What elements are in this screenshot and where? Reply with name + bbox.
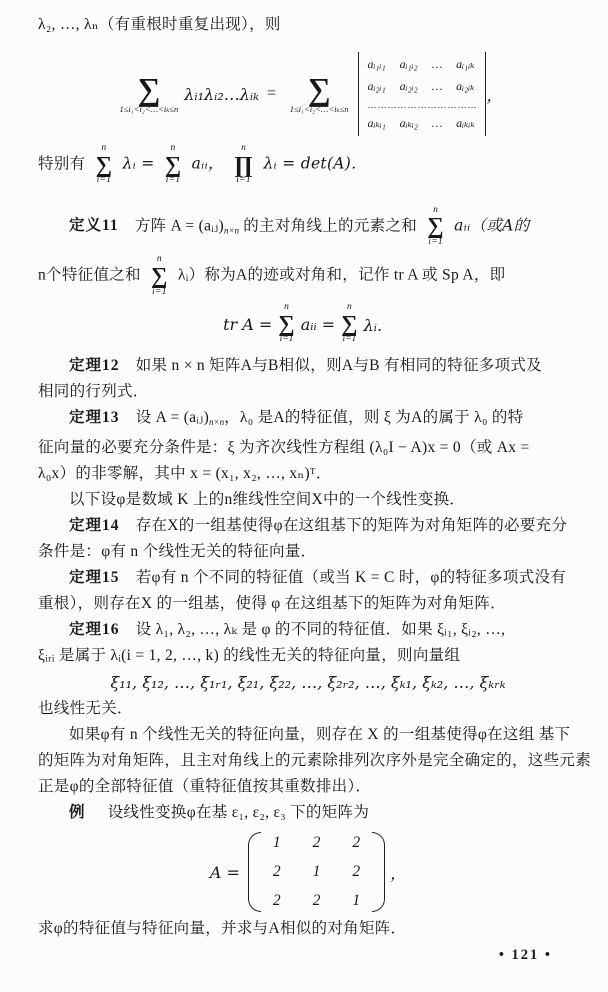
sum-lower-limit: i=1 xyxy=(279,334,294,345)
matrix-cell: 2 xyxy=(272,892,281,910)
vector-group-formula xyxy=(38,673,578,692)
vector-group-tail-line xyxy=(38,696,578,722)
trace-eq-mid: aᵢᵢ = xyxy=(300,314,336,334)
det-cell: aᵢ₂ᵢ₁ xyxy=(367,79,386,93)
sigma-glyph: ∑ xyxy=(151,262,168,288)
det-cell: aᵢ₂ᵢₖ xyxy=(456,79,475,93)
det-cell: … xyxy=(431,116,443,130)
matrix-a xyxy=(261,831,372,913)
det-cell: aᵢₖᵢₖ xyxy=(456,116,475,130)
vector-group-tail: 也线性无关． xyxy=(38,700,133,718)
theorem-12-line-2 xyxy=(38,379,578,405)
right-parenthesis xyxy=(372,832,385,912)
intro-text: λ₂, …, λₙ（有重根时重复出现），则 xyxy=(38,16,281,33)
theorem-16-line-1 xyxy=(38,617,578,643)
def11-text-b: 的主对角线上的元素之和 xyxy=(243,217,418,235)
det-cell: aᵢ₁ᵢₖ xyxy=(456,57,475,71)
setting-text: 以下设φ是数域 K 上的n维线性空间X中的一个线性变换． xyxy=(69,491,466,509)
sum-operator xyxy=(151,255,168,297)
example-outro-line xyxy=(38,916,578,942)
theorem-13-label: 定理13 xyxy=(69,409,120,427)
example-outro-text: 求φ的特征值与特征向量，并求与A相似的对角矩阵． xyxy=(38,920,407,938)
matrix-lhs: A = xyxy=(209,862,240,882)
example-label: 例 xyxy=(69,804,86,822)
definition-11-line-2 xyxy=(38,255,578,297)
det-cell: aᵢₖᵢ₂ xyxy=(399,116,418,130)
sum-operator xyxy=(96,144,113,186)
trace-eq-rhs: λᵢ． xyxy=(363,315,393,335)
matrix-cell: 2 xyxy=(272,863,281,881)
equals-sign: = xyxy=(265,85,277,102)
matrix-cell: 2 xyxy=(312,892,321,910)
matrix-size-subscript: n×n xyxy=(209,417,225,428)
theorem-16-label: 定理16 xyxy=(69,621,120,639)
prod-upper-limit: n xyxy=(241,143,247,153)
sigma-glyph: ∑ xyxy=(95,151,113,177)
matrix-cell: 1 xyxy=(352,892,361,910)
thm15-text: 重根），则存在X 的一组基，使得 φ 在这组基下的矩阵为对角矩阵． xyxy=(38,595,506,613)
theorem-16-line-2 xyxy=(38,643,578,669)
trace-product-line xyxy=(38,144,578,186)
theorem-12-label: 定理12 xyxy=(69,357,120,375)
theorem-15-line-1 xyxy=(38,565,578,591)
sum-upper-limit: n xyxy=(433,204,439,215)
theorem-13-line-2 xyxy=(38,435,578,461)
theorem-13-line-3 xyxy=(38,461,578,487)
sum-lower-limit: i=1 xyxy=(96,175,112,186)
det-cell: aᵢ₂ᵢ₂ xyxy=(399,79,418,93)
thm16-text: 设 λ₁, λ₂, …, λₖ 是 φ 的不同的特征值．如果 ξᵢ₁, ξᵢ₂, …, xyxy=(135,621,506,639)
det-cell: … xyxy=(431,57,443,71)
det-cell: aᵢ₁ᵢ₁ xyxy=(367,57,386,71)
diagonal-paragraph-line-3 xyxy=(38,774,578,800)
thm16-text: ξᵢᵣᵢ 是属于 λᵢ(i = 1, 2, …, k) 的线性无关的特征向量，则向量组 xyxy=(38,647,461,665)
matrix-cell: 2 xyxy=(352,834,361,852)
sum-operator xyxy=(278,303,294,345)
sum-lower-limit: i=1 xyxy=(342,334,357,345)
eigenvalue-sum-formula xyxy=(38,52,578,136)
sigma-glyph: ∑ xyxy=(278,310,295,336)
para-text: 如果φ有 n 个线性无关的特征向量，则存在 X 的一组基使得φ在这组 基下 xyxy=(69,726,571,744)
sum-operator-right xyxy=(289,70,349,114)
def11-text-e: λᵢ）称为A的迹或对角和，记作 tr A 或 Sp A，即 xyxy=(177,266,506,284)
sum-upper-limit: n xyxy=(156,254,162,265)
trace-term-2: aᵢᵢ， xyxy=(191,154,224,173)
def11-text-d: n个特征值之和 xyxy=(38,266,141,284)
example-matrix-formula xyxy=(38,831,578,913)
thm13-text: 设 A = (aᵢⱼ) xyxy=(135,409,210,427)
theorem-13-line-1 xyxy=(38,405,578,435)
lambda-product: λᵢ₁λᵢ₂…λᵢₖ xyxy=(184,84,259,104)
sum-upper-limit: n xyxy=(101,143,107,153)
left-parenthesis xyxy=(248,832,261,912)
thm13-text: 征向量的必要充分条件是：ξ 为齐次线性方程组 (λ₀I − A)x = 0（或 Ax = xyxy=(38,439,530,457)
trace-equation xyxy=(38,301,578,347)
para-text: 的矩阵为对角矩阵，且主对角线上的元素除排列次序外是完全确定的，这些元素 xyxy=(38,752,592,770)
example-intro-line xyxy=(38,800,578,826)
sum-lower-limit: i=1 xyxy=(165,175,181,186)
det-cell: aᵢₖᵢ₁ xyxy=(367,116,386,130)
sum-operator xyxy=(341,303,357,345)
thm15-text: 若φ有 n 个不同的特征值（或当 K = C 时，φ的特征多项式没有 xyxy=(135,569,567,587)
sigma-glyph: ∑ xyxy=(137,70,161,107)
page-number: • 121 • xyxy=(498,947,552,963)
vector-group-list: ξ₁₁, ξ₁₂, …, ξ₁ᵣ₁, ξ₂₁, ξ₂₂, …, ξ₂ᵣ₂, …, ξₖ₁, ξₖ₂, …, ξₖᵣₖ xyxy=(110,673,506,693)
thm13-text: λ₀x）的非零解，其中 x = (x₁, x₂, …, xₙ)ᵀ． xyxy=(38,465,332,483)
sum-operator xyxy=(427,206,444,248)
pi-glyph: ∏ xyxy=(234,151,254,177)
det-cell: aᵢ₁ᵢ₂ xyxy=(399,57,418,71)
prod-lower-limit: i=1 xyxy=(236,175,251,186)
theorem-15-line-2 xyxy=(38,591,578,617)
sum-lower-limit: i=1 xyxy=(428,236,443,247)
thm12-text: 相同的行列式． xyxy=(38,383,149,401)
setting-line xyxy=(38,487,578,513)
det-ellipsis-row: …………………………… xyxy=(367,100,478,110)
matrix-cell: 1 xyxy=(272,834,281,852)
det-term: λᵢ = det(A)． xyxy=(263,154,367,173)
definition-11-line-1 xyxy=(38,206,578,248)
matrix-cell: 1 xyxy=(312,863,321,881)
thm14-text: 条件是：φ有 n 个线性无关的特征向量． xyxy=(38,543,317,561)
diagonal-paragraph-line-2 xyxy=(38,748,592,774)
sum-range-left: 1≤i₁<i₂<…<iₖ≤n xyxy=(119,103,179,114)
product-operator xyxy=(234,144,253,186)
theorem-15-label: 定理15 xyxy=(69,569,120,587)
def11-text-c: aᵢᵢ（或A的 xyxy=(454,216,530,235)
matrix-cell: 2 xyxy=(352,863,361,881)
trace-term-1: λᵢ = xyxy=(122,154,155,173)
para-text: 正是φ的全部特征值（重特征值按其重数排出）． xyxy=(38,778,372,796)
theorem-12-line-1 xyxy=(38,353,578,379)
trace-eq-lhs: tr A = xyxy=(223,314,273,334)
det-cell: … xyxy=(431,79,443,93)
special-prefix: 特别有 xyxy=(38,155,86,173)
sigma-glyph: ∑ xyxy=(307,70,331,107)
theorem-14-line-2 xyxy=(38,539,578,565)
thm12-text: 如果 n × n 矩阵A与B相似，则A与B 有相同的特征多项式及 xyxy=(135,357,542,375)
sum-operator-left xyxy=(119,70,179,114)
sum-operator xyxy=(165,144,182,186)
sum-range-right: 1≤i₁<i₂<…<iₖ≤n xyxy=(289,103,349,114)
sum-upper-limit: n xyxy=(170,143,176,153)
thm13-text: ，λ₀ 是A的特征值，则 ξ 为A的属于 λ₀ 的特 xyxy=(224,409,524,427)
determinant xyxy=(358,52,486,136)
sum-upper-limit: n xyxy=(346,302,352,313)
sum-lower-limit: i=1 xyxy=(152,286,167,297)
example-intro-text: 设线性变换φ在基 ε₁, ε₂, ε₃ 下的矩阵为 xyxy=(107,804,370,822)
matrix-size-subscript: n×n xyxy=(223,225,240,236)
sum-upper-limit: n xyxy=(284,302,289,313)
sigma-glyph: ∑ xyxy=(427,213,444,239)
matrix-comma: ， xyxy=(390,865,407,883)
thm14-text: 存在X的一组基使得φ在这组基下的矩阵为对角矩阵的必要充分 xyxy=(135,517,568,535)
diagonal-paragraph-line-1 xyxy=(38,722,578,748)
sigma-glyph: ∑ xyxy=(164,151,182,177)
theorem-14-line-1 xyxy=(38,513,578,539)
matrix-cell: 2 xyxy=(312,834,321,852)
trailing-comma: ， xyxy=(486,87,503,105)
sigma-glyph: ∑ xyxy=(341,310,358,336)
intro-line xyxy=(38,12,578,38)
theorem-14-label: 定理14 xyxy=(69,517,120,535)
def11-text-a: 方阵 A = (aᵢⱼ) xyxy=(134,217,224,235)
definition-11-label: 定义11 xyxy=(69,217,119,235)
